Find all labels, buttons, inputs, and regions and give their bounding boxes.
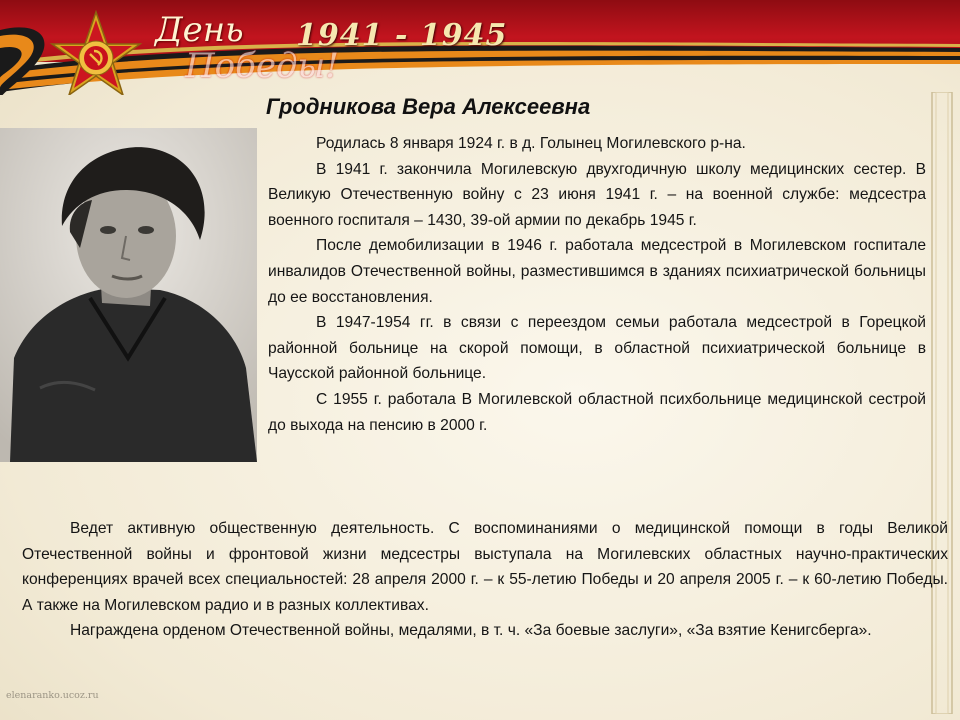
banner-title-den: День xyxy=(155,10,244,50)
bio-paragraph: После демобилизации в 1946 г. работала медсестрой в Могилевском госпитале инвалидов Отечественной войны, разместившимся в зданиях психиатрической больницы до ее восстановления. xyxy=(268,237,926,306)
activities-paragraph: Ведет активную общественную деятельность. С воспоминаниями о медицинской помощи в годы Великой Отечественной войны и фронтовой жизни медсестры выступала на Могилевских областных научно-практических конференциях врачей всех специальностей: 28 апреля 2000 г. – к 55-летию Победы и 20 апреля 2005 г. – к 60-летию Победы. А также на Могилевском радио и в разных коллективах. xyxy=(22,520,948,614)
biography-text xyxy=(268,131,926,438)
order-of-patriotic-war-icon xyxy=(48,10,144,95)
bio-paragraph: С 1955 г. работала В Могилевской областной психбольнице медицинской сестрой до выхода на пенсию в 2000 г. xyxy=(268,390,926,434)
watermark-site: elenaranko.ucoz.ru xyxy=(6,690,99,701)
activities-text xyxy=(22,516,948,644)
portrait-photo xyxy=(0,128,257,462)
banner-title-pobedy: Победы! xyxy=(185,46,339,86)
victory-day-banner xyxy=(0,0,960,95)
person-name-heading: Гродникова Вера Алексеевна xyxy=(266,94,591,119)
awards-paragraph: Награждена орденом Отечественной войны, медалями, в т. ч. «За боевые заслуги», «За взятие Кенигсберга». xyxy=(70,622,872,640)
bio-paragraph: В 1947-1954 гг. в связи с переездом семьи работала медсестрой в Горецкой районной больнице на скорой помощи, в областной психиатрической больнице в Чаусской районной больнице. xyxy=(268,314,926,383)
bio-paragraph: Родилась 8 января 1924 г. в д. Голынец Могилевского р-на. xyxy=(316,135,746,152)
banner-years: 1941 - 1945 xyxy=(296,18,508,53)
bio-paragraph: В 1941 г. закончила Могилевскую двухгодичную школу медицинских сестер. В Великую Отечественную войну с 23 июня 1941 г. – на военной службе: медсестра военного госпиталя – 1430, 39-ой армии по декабрь 1945 г. xyxy=(268,160,926,229)
